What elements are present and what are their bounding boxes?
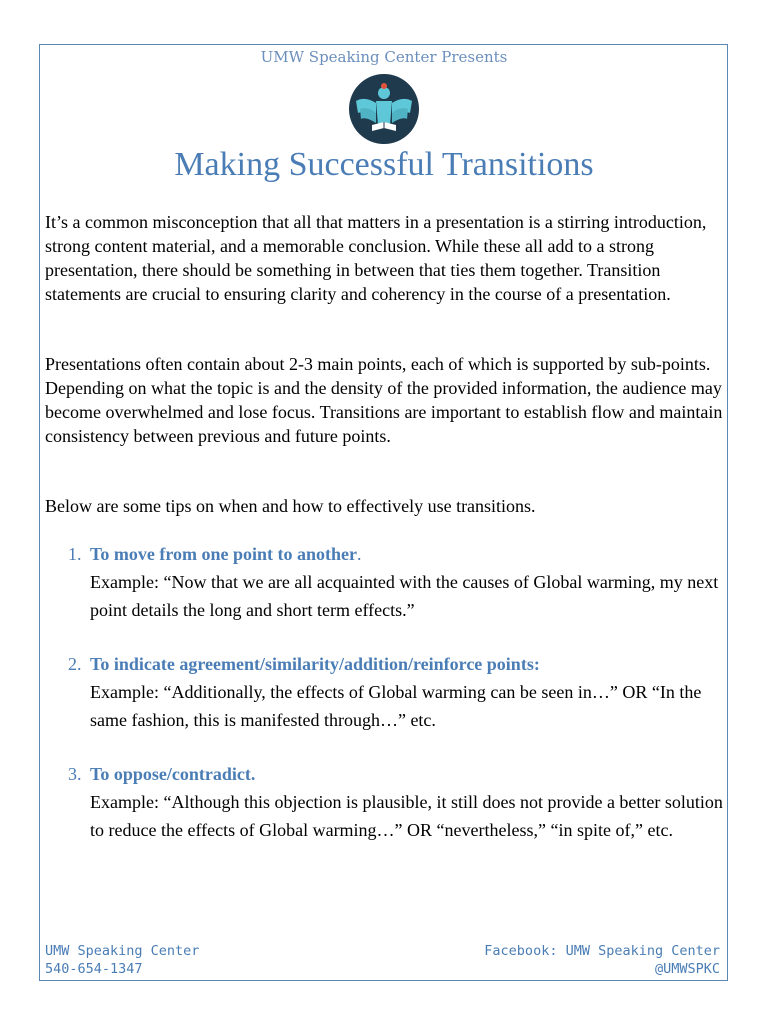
tip-heading: To indicate agreement/similarity/addition/reinforce points: [90, 654, 540, 674]
footer-contact [45, 942, 199, 978]
tips-intro-paragraph: Below are some tips on when and how to effectively use transitions. [45, 496, 536, 516]
tip-example: Example: “Now that we are all acquainted with the causes of Global warming, my next point details the long and short term effects.” [90, 572, 719, 620]
tip-heading: To move from one point to another. [90, 544, 362, 564]
footer-org-name: UMW Speaking Center [45, 943, 200, 959]
tip-number: 1. [68, 544, 82, 564]
footer-facebook: Facebook: UMW Speaking Center [484, 943, 720, 959]
speaking-center-logo-icon [348, 73, 420, 145]
tip-example: Example: “Additionally, the effects of Global warming can be seen in…” OR “In the same fashion, this is manifested through…” etc. [90, 682, 702, 730]
footer-social [484, 942, 720, 978]
footer-phone: 540-654-1347 [45, 961, 143, 977]
tip-item [68, 650, 728, 734]
presents-header: UMW Speaking Center Presents [260, 48, 508, 66]
tip-number: 2. [68, 654, 82, 674]
footer-handle: @UMWSPKC [654, 961, 720, 977]
tip-example: Example: “Although this objection is plausible, it still does not provide a better solution to reduce the effects of Global warming…” OR “nevertheless,” “in spite of,” etc. [90, 792, 723, 840]
page-title: Making Successful Transitions [174, 146, 594, 183]
tip-number: 3. [68, 764, 82, 784]
intro-paragraph: It’s a common misconception that all that matters in a presentation is a stirring introduction, strong content material, and a memorable conclusion. While these all add to a strong presentation, there should be something in between that ties them together. Transition statements are crucial to ensuring clarity and coherency in the course of a presentation. [45, 212, 707, 304]
tip-heading: To oppose/contradict. [90, 764, 256, 784]
tip-item [68, 540, 728, 624]
main-points-paragraph: Presentations often contain about 2-3 main points, each of which is supported by sub-points. Depending on what the topic is and the density of the provided information, the audience may become overwhelmed and lose focus. Transitions are important to establish flow and maintain consistency between previous and future points. [45, 354, 723, 446]
tip-item [68, 760, 728, 844]
